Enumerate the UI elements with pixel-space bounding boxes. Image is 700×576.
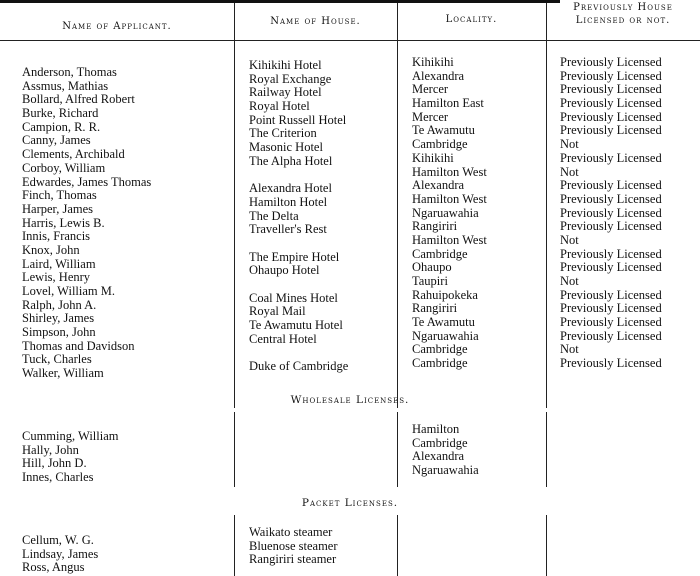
list-item: Edwardes, James Thomas bbox=[22, 174, 152, 189]
list-item: Alexandra bbox=[412, 178, 465, 193]
list-item: Royal Exchange bbox=[249, 71, 332, 86]
header-applicant: Name of Applicant. bbox=[62, 21, 172, 32]
list-item: Previously Licensed bbox=[560, 109, 662, 124]
list-item: Anderson, Thomas bbox=[22, 65, 117, 79]
list-item: Harper, James bbox=[22, 201, 93, 216]
list-item: Cellum, W. G. bbox=[22, 533, 94, 547]
list-item: Harris, Lewis B. bbox=[22, 215, 105, 230]
list-item: Thomas and Davidson bbox=[22, 338, 135, 353]
column-rule bbox=[397, 515, 398, 576]
list-item: Previously Licensed bbox=[560, 178, 662, 193]
list-item: Ralph, John A. bbox=[22, 297, 97, 312]
header-rule bbox=[0, 40, 700, 41]
list-item: Rangiriri bbox=[412, 301, 458, 316]
list-item: Cambridge bbox=[412, 342, 468, 357]
locality-list bbox=[412, 56, 487, 371]
list-item: Hamilton West bbox=[412, 191, 487, 206]
list-item bbox=[249, 346, 348, 360]
list-item: Not bbox=[560, 342, 579, 357]
list-item: Railway Hotel bbox=[249, 85, 322, 100]
list-item bbox=[249, 278, 348, 292]
list-item: Previously Licensed bbox=[560, 191, 662, 206]
list-item bbox=[249, 169, 348, 183]
list-item: Canny, James bbox=[22, 133, 91, 148]
list-item: Cumming, William bbox=[22, 429, 119, 443]
column-rule bbox=[546, 515, 547, 576]
house-list bbox=[249, 59, 348, 374]
column-rule bbox=[234, 515, 235, 576]
list-item: The Empire Hotel bbox=[249, 249, 340, 264]
list-item: Laird, William bbox=[22, 256, 96, 271]
list-item: Kihikihi bbox=[412, 150, 454, 165]
list-item: Previously Licensed bbox=[560, 315, 662, 330]
packet-section-title: Packet Licenses. bbox=[301, 497, 399, 509]
list-item: Previously Licensed bbox=[560, 219, 662, 234]
list-item: Alexandra bbox=[412, 449, 465, 464]
list-item: Previously Licensed bbox=[560, 96, 662, 111]
list-item: Te Awamutu bbox=[412, 123, 475, 138]
packet-house-list bbox=[249, 526, 338, 567]
header-locality: Locality. bbox=[445, 14, 498, 25]
list-item: Innes, Charles bbox=[22, 470, 94, 485]
list-item: Hamilton West bbox=[412, 164, 487, 179]
list-item: Cambridge bbox=[412, 246, 468, 261]
list-item: Burke, Richard bbox=[22, 106, 99, 121]
column-rule bbox=[546, 412, 547, 487]
list-item: Kihikihi Hotel bbox=[249, 58, 322, 72]
list-item: Shirley, James bbox=[22, 311, 95, 326]
list-item: Rangiriri bbox=[412, 219, 458, 234]
list-item: Royal Mail bbox=[249, 304, 306, 319]
list-item: Hill, John D. bbox=[22, 456, 87, 471]
list-item: Simpson, John bbox=[22, 325, 96, 340]
list-item: Previously Licensed bbox=[560, 287, 662, 302]
list-item: Previously Licensed bbox=[560, 150, 662, 165]
list-item: Walker, William bbox=[22, 366, 104, 381]
list-item: Te Awamutu Hotel bbox=[249, 318, 343, 333]
list-item: Masonic Hotel bbox=[249, 140, 323, 155]
column-rule bbox=[234, 3, 235, 408]
list-item: Previously Licensed bbox=[560, 205, 662, 220]
list-item: Hally, John bbox=[22, 442, 79, 457]
header-house: Name of House. bbox=[270, 16, 361, 27]
column-rule bbox=[397, 412, 398, 487]
column-rule bbox=[234, 412, 235, 487]
list-item: The Criterion bbox=[249, 126, 317, 141]
list-item: Corboy, William bbox=[22, 160, 106, 175]
list-item: Previously Licensed bbox=[560, 356, 662, 371]
list-item: Not bbox=[560, 137, 579, 152]
list-item: Lindsay, James bbox=[22, 546, 99, 561]
list-item: Ngaruawahia bbox=[412, 463, 479, 478]
list-item: Previously Licensed bbox=[560, 301, 662, 316]
list-item: Ngaruawahia bbox=[412, 328, 479, 343]
list-item: The Delta bbox=[249, 208, 299, 223]
list-item: Previously Licensed bbox=[560, 55, 662, 69]
list-item: Coal Mines Hotel bbox=[249, 290, 338, 305]
list-item: Hamilton East bbox=[412, 96, 484, 111]
packet-applicant-list bbox=[22, 534, 98, 575]
list-item: Mercer bbox=[412, 82, 449, 97]
list-item: Previously Licensed bbox=[560, 328, 662, 343]
list-item: Ngaruawahia bbox=[412, 205, 479, 220]
list-item: Campion, R. R. bbox=[22, 119, 101, 134]
list-item: Kihikihi bbox=[412, 55, 454, 69]
column-rule bbox=[546, 3, 547, 408]
list-item: Ohaupo bbox=[412, 260, 452, 275]
list-item: Te Awamutu bbox=[412, 315, 475, 330]
list-item: Ohaupo Hotel bbox=[249, 263, 320, 278]
list-item: Alexandra Hotel bbox=[249, 181, 332, 196]
list-item: Rahuipokeka bbox=[412, 287, 478, 302]
column-rule bbox=[397, 3, 398, 408]
list-item: Finch, Thomas bbox=[22, 188, 97, 203]
list-item: Previously Licensed bbox=[560, 260, 662, 275]
list-item: Duke of Cambridge bbox=[249, 359, 349, 374]
list-item: Point Russell Hotel bbox=[249, 112, 347, 127]
list-item: Hamilton West bbox=[412, 232, 487, 247]
licensed-status-list bbox=[560, 56, 662, 371]
applicant-list bbox=[22, 66, 151, 381]
list-item: Not bbox=[560, 232, 579, 247]
list-item: Not bbox=[560, 164, 579, 179]
list-item: Tuck, Charles bbox=[22, 352, 92, 367]
list-item: Mercer bbox=[412, 109, 449, 124]
list-item: Cambridge bbox=[412, 435, 468, 450]
list-item: Traveller's Rest bbox=[249, 222, 327, 237]
list-item: Not bbox=[560, 274, 579, 288]
list-item: Previously Licensed bbox=[560, 68, 662, 83]
list-item: Cambridge bbox=[412, 137, 468, 152]
list-item: Clements, Archibald bbox=[22, 147, 125, 162]
list-item: Royal Hotel bbox=[249, 99, 310, 114]
header-licensed-line1: Previously House bbox=[573, 2, 673, 13]
list-item: Assmus, Mathias bbox=[22, 78, 109, 93]
list-item: Waikato steamer bbox=[249, 525, 333, 539]
list-item: Previously Licensed bbox=[560, 246, 662, 261]
list-item: Innis, Francis bbox=[22, 229, 91, 244]
list-item: Central Hotel bbox=[249, 331, 317, 346]
list-item: Hamilton Hotel bbox=[249, 194, 328, 209]
list-item: Bollard, Alfred Robert bbox=[22, 92, 135, 107]
top-rule bbox=[0, 0, 560, 3]
header-licensed-line2: Licensed or not. bbox=[575, 15, 671, 26]
list-item: Taupiri bbox=[412, 274, 448, 288]
list-item bbox=[249, 237, 348, 251]
list-item: Previously Licensed bbox=[560, 82, 662, 97]
list-item: Cambridge bbox=[412, 356, 468, 371]
list-item: The Alpha Hotel bbox=[249, 153, 333, 168]
list-item: Hamilton bbox=[412, 422, 460, 436]
list-item: Rangiriri steamer bbox=[249, 552, 337, 567]
wholesale-locality-list bbox=[412, 423, 479, 478]
wholesale-section-title: Wholesale Licenses. bbox=[290, 394, 410, 406]
list-item: Alexandra bbox=[412, 68, 465, 83]
list-item: Lovel, William M. bbox=[22, 284, 116, 298]
list-item: Lewis, Henry bbox=[22, 270, 91, 285]
list-item: Ross, Angus bbox=[22, 560, 85, 575]
list-item: Previously Licensed bbox=[560, 123, 662, 138]
wholesale-applicant-list bbox=[22, 430, 119, 485]
list-item: Bluenose steamer bbox=[249, 538, 338, 553]
list-item: Knox, John bbox=[22, 242, 80, 257]
